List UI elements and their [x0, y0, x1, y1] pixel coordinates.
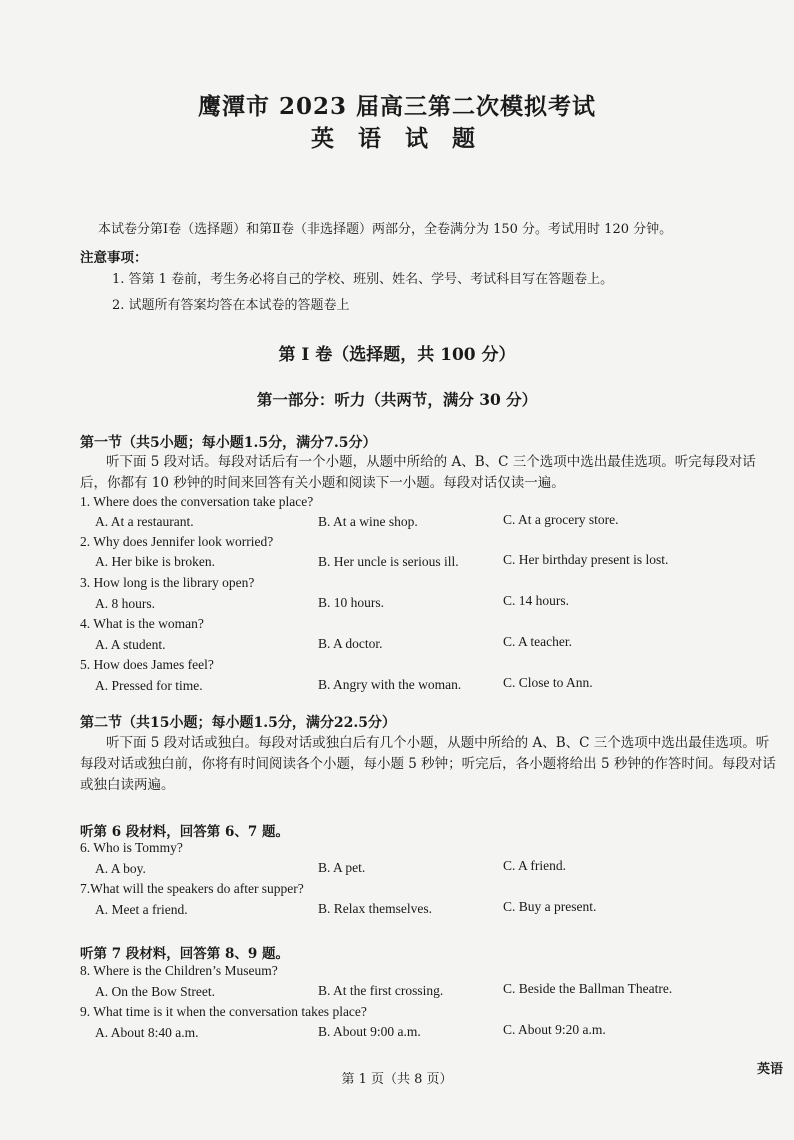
exam-subtitle: 英 语 试 题: [310, 125, 484, 152]
option-c: C. Close to Ann.: [503, 675, 593, 690]
option-b: B. Angry with the woman.: [318, 677, 462, 692]
section1-instructions-text: 听下面 5 段对话。每段对话后有一个小题，从题中所给的 A、B、C 三个选项中选出最佳选项。听完每段对话后，你都有 10 秒钟的时间来回答有关小题和阅读下一小题。每段对话仅读一遍。: [80, 454, 756, 491]
option-b: B. A doctor.: [318, 636, 383, 651]
question-stem: 3. How long is the library open?: [80, 575, 255, 590]
exam-title: 鹰潭市 2023 届高三第二次模拟考试: [197, 93, 597, 120]
option-a: A. A student.: [95, 637, 166, 652]
section2-instructions: [80, 733, 780, 796]
notice-heading: 注意事项：: [80, 250, 148, 266]
intro-text: 本试卷分第Ⅰ卷（选择题）和第Ⅱ卷（非选择题）两部分，全卷满分为 150 分。考试用时 120 分钟。: [98, 222, 673, 237]
option-c: C. A teacher.: [503, 634, 572, 649]
option-c: C. A friend.: [503, 858, 566, 873]
option-b: B. 10 hours.: [318, 595, 385, 610]
subject-label: 英语: [757, 1062, 784, 1077]
option-c: C. At a grocery store.: [503, 512, 619, 527]
option-a: A. Her bike is broken.: [95, 554, 215, 569]
question-stem: 8. Where is the Children’s Museum?: [80, 963, 278, 978]
option-b: B. At a wine shop.: [318, 514, 418, 529]
material-7-heading: 听第 7 段材料，回答第 8、9 题。: [80, 946, 289, 962]
section1-heading: 第一节（共5小题；每小题1.5分，满分7.5分）: [80, 435, 377, 451]
option-a: A. 8 hours.: [95, 596, 155, 611]
page-number: 第 1 页（共 8 页）: [341, 1072, 453, 1087]
option-c: C. About 9:20 a.m.: [503, 1022, 606, 1037]
question-stem: 9. What time is it when the conversation takes place?: [80, 1004, 367, 1019]
part-title: 第一部分：听力（共两节，满分 30 分）: [256, 390, 538, 409]
option-b: B. At the first crossing.: [318, 983, 444, 998]
option-a: A. On the Bow Street.: [95, 984, 215, 999]
question-stem: 4. What is the woman?: [80, 616, 204, 631]
question-stem: 2. Why does Jennifer look worried?: [80, 534, 274, 549]
option-b: B. Her uncle is serious ill.: [318, 554, 459, 569]
option-a: A. Meet a friend.: [95, 902, 188, 917]
option-a: A. Pressed for time.: [95, 678, 203, 693]
option-c: C. Her birthday present is lost.: [503, 552, 669, 567]
option-c: C. Beside the Ballman Theatre.: [503, 981, 673, 996]
option-a: A. A boy.: [95, 861, 146, 876]
material-6-heading: 听第 6 段材料，回答第 6、7 题。: [80, 824, 289, 840]
option-c: C. 14 hours.: [503, 593, 570, 608]
option-a: A. About 8:40 a.m.: [95, 1025, 199, 1040]
question-stem: 1. Where does the conversation take place?: [80, 494, 314, 509]
section1-instructions: [80, 452, 780, 494]
option-c: C. Buy a present.: [503, 899, 597, 914]
question-stem: 6. Who is Tommy?: [80, 840, 183, 855]
option-b: B. Relax themselves.: [318, 901, 432, 916]
question-stem: 5. How does James feel?: [80, 657, 214, 672]
question-stem: 7.What will the speakers do after supper?: [80, 881, 304, 896]
notice-item: 2. 试题所有答案均答在本试卷的答题卷上: [112, 298, 350, 313]
option-a: A. At a restaurant.: [95, 514, 194, 529]
notice-item: 1. 答第 1 卷前，考生务必将自己的学校、班别、姓名、学号、考试科目写在答题卷上。: [112, 272, 614, 287]
section2-heading: 第二节（共15小题；每小题1.5分，满分22.5分）: [80, 715, 396, 731]
volume-title: 第 I 卷（选择题，共 100 分）: [278, 345, 516, 365]
section2-instructions-text: 听下面 5 段对话或独白。每段对话或独白后有几个小题，从题中所给的 A、B、C 三个选项中选出最佳选项。听每段对话或独白前，你将有时间阅读各个小题，每小题 5 秒钟；听完后，各小题将给出 5 秒钟的作答时间。每段对话或独白读两遍。: [80, 735, 776, 793]
option-b: B. A pet.: [318, 860, 366, 875]
option-b: B. About 9:00 a.m.: [318, 1024, 421, 1039]
